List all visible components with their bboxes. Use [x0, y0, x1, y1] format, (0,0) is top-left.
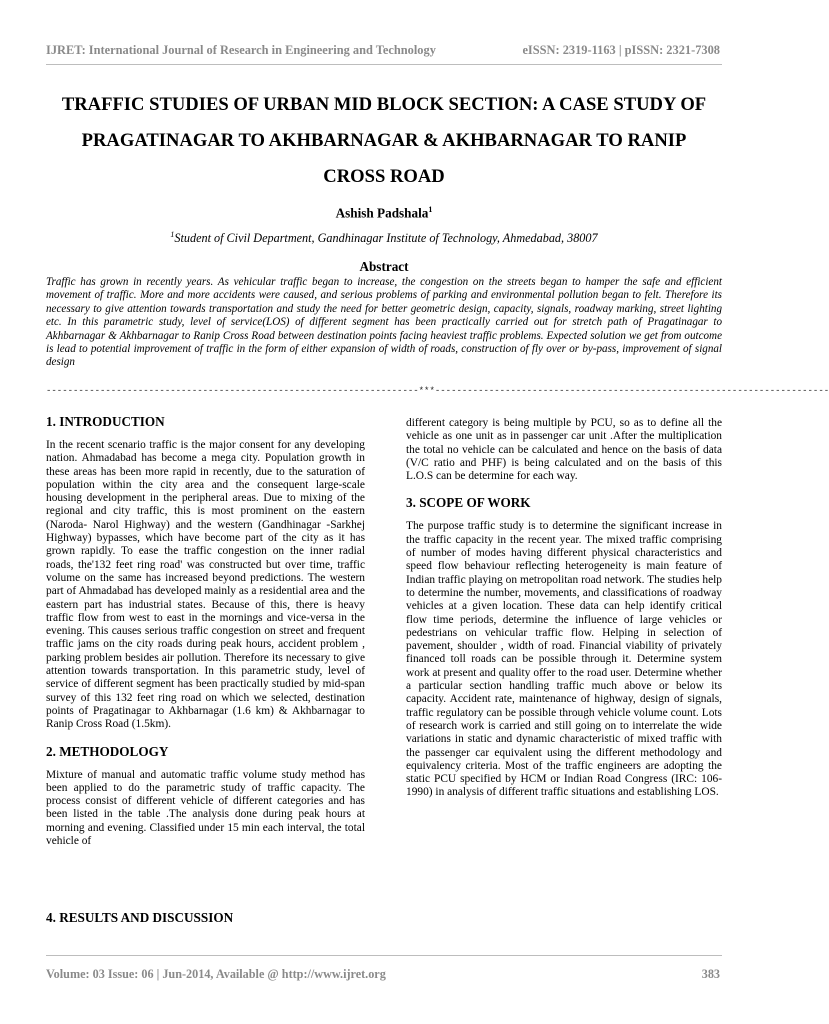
paper-title: TRAFFIC STUDIES OF URBAN MID BLOCK SECTION: A CASE STUDY OF PRAGATINAGAR TO AKHBARNAGAR & AKHBARNAGAR TO RANIP CROSS ROAD	[61, 94, 707, 187]
header-divider	[46, 64, 722, 65]
author-superscript: 1	[428, 205, 433, 214]
left-column	[46, 414, 365, 848]
methodology-continued-text: different category is being multiple by PCU, so as to define all the vehicle as one unit as in passenger car unit .After the multiplication the total no vehicle can be calculated and hence on the basis of data (V/C ratio and PHF) is being calculated and on the basis of this L.O.S can be determine for each way.	[406, 417, 722, 483]
intro-text: In the recent scenario traffic is the major consent for any developing nation. Ahmadabad has become a mega city. Population growth in these areas has been more rapid in recently, due to the saturation of population within the city area and the consequent large-scale housing development in the peripheral areas. Due to mixing of the regional and city traffic, this is most prominent on the eastern (Naroda- Narol Highway) and the western (Gandhinagar -Sarkhej Highway) bypasses, which have become part of the city as it has grown rapidly. To ease the traffic congestion on the inner radial roads, the'132 feet ring road' was constructed but over time, traffic volume on the same has increased beyond predictions. The western part of Ahmadabad has developed mainly as a residential area and the eastern part has industrial states. Because of this, there is heavy traffic flow from west to east in the mornings and vice-versa in the evening. This causes serious traffic congestion on street and frequent traffic jams on the city roads during peak hours, accident problem , parking problem besides air pollution. Therefore its necessary to give attention towards transportation. In this parametric study, level of service of different segment has been practically studied by mid-span survey of this 132 feet ring road on which we selected, destination points of Pragatinagar to Akhbarnagar (1.6 km) & Akhbarnagar to Ranip Cross Road (1.5km).	[46, 439, 365, 731]
methodology-text: Mixture of manual and automatic traffic volume study method has been applied to do the parametric study of traffic capacity. The process consist of different vehicle of different categories and has been listed in the table .The analysis done during peak hours at morning and evening. Classified under 15 min each interval, the total vehicle of	[46, 768, 365, 848]
section-separator: ---------------------------------------------------------------------***-------------------------------------------------------------------------	[46, 386, 829, 396]
affiliation-line	[0, 230, 768, 246]
footer-divider	[46, 955, 722, 956]
author-line	[0, 205, 768, 221]
issn-info: eISSN: 2319-1163 | pISSN: 2321-7308	[522, 43, 720, 57]
footer-volume-info: Volume: 03 Issue: 06 | Jun-2014, Available @ http://www.ijret.org	[46, 967, 386, 981]
intro-heading: 1. INTRODUCTION	[46, 414, 165, 429]
affiliation-superscript: 1	[170, 230, 175, 239]
right-column	[406, 417, 722, 800]
author-name: Ashish Padshala	[335, 205, 429, 221]
scope-heading: 3. SCOPE OF WORK	[406, 495, 531, 511]
scope-text: The purpose traffic study is to determine the significant increase in the traffic capacity in the recent year. The mixed traffic comprising of number of modes having different physical characteristics and speed flow behaviour reflecting heterogeneity is main feature of Indian traffic playing on metropolitan road network. The studies help to determine the number, movements, and classifications of roadway vehicles at a given location. These data can help identify critical flow time periods, determine the influence of large vehicles or pedestrians on vehicular traffic flow. Helping in selection of pavement, shoulder , width of road. Financial viability of privately financed toll roads can be possible through it. Determine system work at present and quality offer to the road user. Determine whether a particular section handling traffic much above or below its capacity. Accident rate, maintenance of highway, design of signals, traffic regulatory can be possible through vehicle volume count. Lots of research work is carried and still going on to interrelate the wide variations in static and dynamic characteristic of mixed traffic with the passenger car equivalent using the different methodology and equivalency criteria. Most of the traffic engineers are adopting the static PCU specified by HCM or Indian Road Congress (IRC: 106-1990) in analysis of different traffic situations and establishing LOS.	[406, 520, 722, 799]
abstract-text: Traffic has grown in recently years. As vehicular traffic began to increase, the congestion on the streets began to hamper the safe and efficient movement of traffic. More and more accidents were caused, and serious problems of parking and environmental pollution began to felt. Therefore its necessary to give attention towards transportation and study the need for better geometric design, capacity, signals, roadway marking, street lighting etc. In this parametric study, level of service(LOS) of different segment has been practically carried out for stretch path of Pragatinagar to Akhbarnagar & Akhbarnagar to Ranip Cross Road between destination points facing heaviest traffic problems. Expected solution we get from outcome is lead to potential improvement of traffic in the form of either expansion of width of roads, construction of fly over or by-pass, improvement of signal design	[46, 276, 722, 369]
abstract-heading: Abstract	[359, 259, 409, 274]
results-heading: 4. RESULTS AND DISCUSSION	[46, 910, 234, 925]
affiliation: Student of Civil Department, Gandhinagar Institute of Technology, Ahmedabad, 38007	[174, 231, 598, 246]
page-number: 383	[701, 967, 720, 981]
journal-name: IJRET: International Journal of Research in Engineering and Technology	[46, 43, 436, 57]
methodology-heading: 2. METHODOLOGY	[46, 743, 169, 759]
